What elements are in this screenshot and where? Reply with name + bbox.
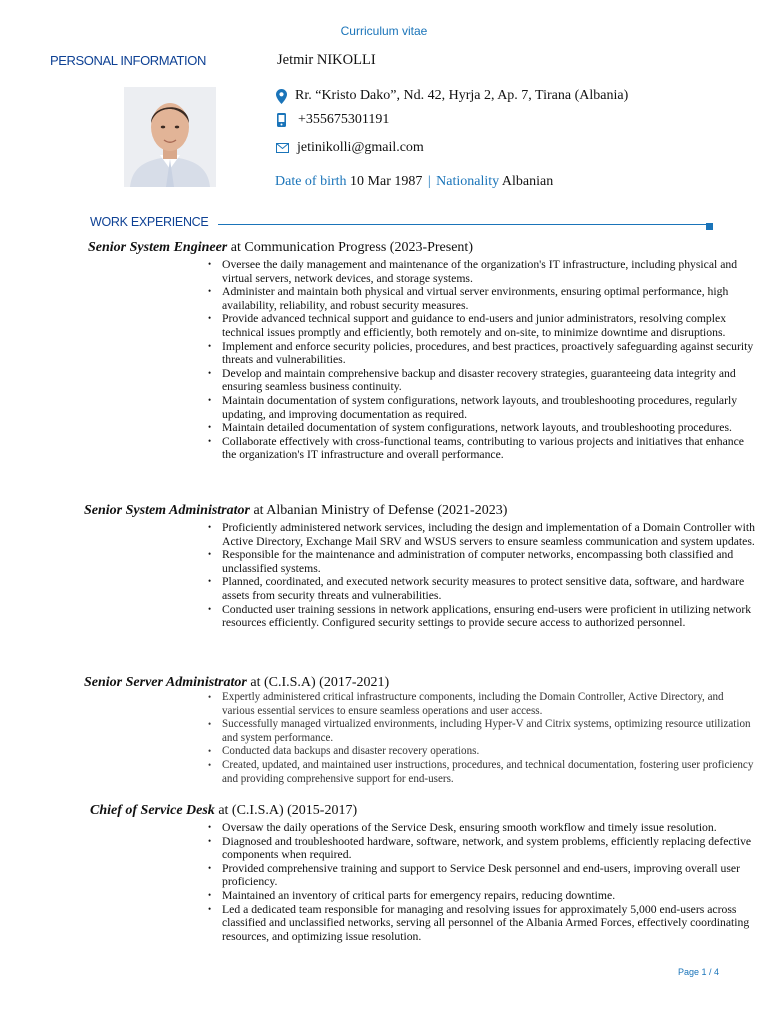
list-item: • Oversee the daily management and maintenance of the organization's IT infrastructure, including physical and virtual servers, network devices, and storage systems. [206, 258, 758, 285]
mobile-phone-icon [275, 112, 287, 128]
list-item: • Proficiently administered network services, including the design and implementation of a Domain Controller with Active Directory, Exchange Mail SRV and WSUS servers to ensure seamless communication and system updates. [206, 521, 762, 548]
list-item: • Maintain documentation of system configurations, network layouts, and troubleshooting procedures, regularly updating, and improving documentation as required. [206, 394, 758, 421]
list-item: • Administer and maintain both physical and virtual server environments, ensuring optimal performance, high availability, reliability, and robust security measures. [206, 285, 758, 312]
list-item: • Maintained an inventory of critical parts for emergency repairs, reducing downtime. [206, 889, 762, 903]
page-number: Page 1 / 4 [678, 967, 720, 977]
nationality-label: Nationality [436, 174, 500, 189]
nationality-value: Albanian [501, 174, 554, 189]
phone-line [275, 112, 389, 128]
profile-photo [124, 87, 216, 187]
separator: | [427, 174, 431, 189]
section-marker [706, 223, 713, 230]
list-item: • Created, updated, and maintained user instructions, procedures, and technical documentation, fostering user proficiency and providing comprehensive support for end-users. [206, 759, 754, 786]
job-org: at (C.I.S.A) (2017-2021) [246, 675, 390, 690]
job-title-1 [88, 240, 473, 256]
list-item: • Maintain detailed documentation of system configurations, network layouts, and troubleshooting procedures. [206, 421, 758, 435]
job-4-duties [206, 821, 762, 943]
list-item: • Oversaw the daily operations of the Service Desk, ensuring smooth workflow and timely issue resolution. [206, 821, 762, 835]
birth-nationality-line [275, 174, 553, 190]
list-item: • Provide advanced technical support and guidance to end-users and junior administrators, resolving complex technical issues promptly and efficiently, both remotely and on-site, to minimize downtime and disruptions. [206, 312, 758, 339]
list-item: • Conducted user training sessions in network applications, ensuring end-users were proficient in utilizing network resources efficiently. Configured security settings to provide secure access to authorized personnel. [206, 603, 762, 630]
list-item: • Collaborate effectively with cross-functional teams, contributing to various projects and initiatives that enhance the organization's IT infrastructure and overall performance. [206, 435, 758, 462]
job-2-duties [206, 521, 762, 630]
phone-text[interactable]: +355675301191 [298, 112, 390, 127]
section-divider [218, 224, 706, 225]
job-title-4 [90, 803, 357, 819]
list-item: • Planned, coordinated, and executed network security measures to protect sensitive data, software, and hardware assets from security threats and vulnerabilities. [206, 575, 762, 602]
cv-title: Curriculum vitae [340, 24, 428, 38]
job-1-duties [206, 258, 758, 462]
birth-label: Date of birth [275, 174, 347, 189]
list-item: • Diagnosed and troubleshooted hardware, software, network, and system problems, efficiently replacing defective components when required. [206, 835, 762, 862]
job-role: Senior System Administrator [84, 503, 250, 518]
job-org: at Communication Progress (2023-Present) [227, 240, 473, 255]
applicant-name: Jetmir NIKOLLI [277, 52, 376, 68]
job-3-duties [206, 691, 754, 786]
location-pin-icon [275, 88, 287, 104]
list-item: • Successfully managed virtualized environments, including Hyper-V and Citrix systems, optimizing resource utilization and system performance. [206, 718, 754, 745]
job-role: Senior Server Administrator [84, 675, 247, 690]
job-role: Chief of Service Desk [90, 803, 215, 818]
email-line [275, 140, 424, 156]
list-item: • Conducted data backups and disaster recovery operations. [206, 745, 754, 759]
address-line [275, 88, 628, 104]
job-org: at Albanian Ministry of Defense (2021-2023) [249, 503, 508, 518]
birth-value: 10 Mar 1987 [350, 174, 423, 189]
job-role: Senior System Engineer [88, 240, 228, 255]
email-text[interactable]: jetinikolli@gmail.com [297, 140, 424, 155]
envelope-icon [275, 140, 289, 156]
list-item: • Develop and maintain comprehensive backup and disaster recovery strategies, guaranteeing data integrity and ensuring seamless business continuity. [206, 367, 758, 394]
work-experience-label: WORK EXPERIENCE [90, 215, 209, 229]
list-item: • Responsible for the maintenance and administration of computer networks, encompassing both classified and unclassified systems. [206, 548, 762, 575]
list-item: • Expertly administered critical infrastructure components, including the Domain Controller, Active Directory, and various essential services to ensure seamless operations and user access. [206, 691, 754, 718]
profile-photo-image [124, 87, 216, 187]
list-item: • Implement and enforce security policies, procedures, and best practices, proactively safeguarding against security threats and vulnerabilities. [206, 340, 758, 367]
address-text: Rr. “Kristo Dako”, Nd. 42, Hyrja 2, Ap. 7, Tirana (Albania) [295, 88, 629, 103]
job-title-3 [84, 675, 389, 691]
personal-information-label: PERSONAL INFORMATION [50, 53, 206, 68]
job-org: at (C.I.S.A) (2015-2017) [214, 803, 358, 818]
list-item: • Provided comprehensive training and support to Service Desk personnel and end-users, improving overall user proficiency. [206, 862, 762, 889]
job-title-2 [84, 503, 507, 519]
list-item: • Led a dedicated team responsible for managing and resolving issues for approximately 5,000 end-users across classified and unclassified networks, serving all personnel of the Albania Armed Forces, effectively coordinating resources, and optimizing issue resolution. [206, 903, 762, 944]
